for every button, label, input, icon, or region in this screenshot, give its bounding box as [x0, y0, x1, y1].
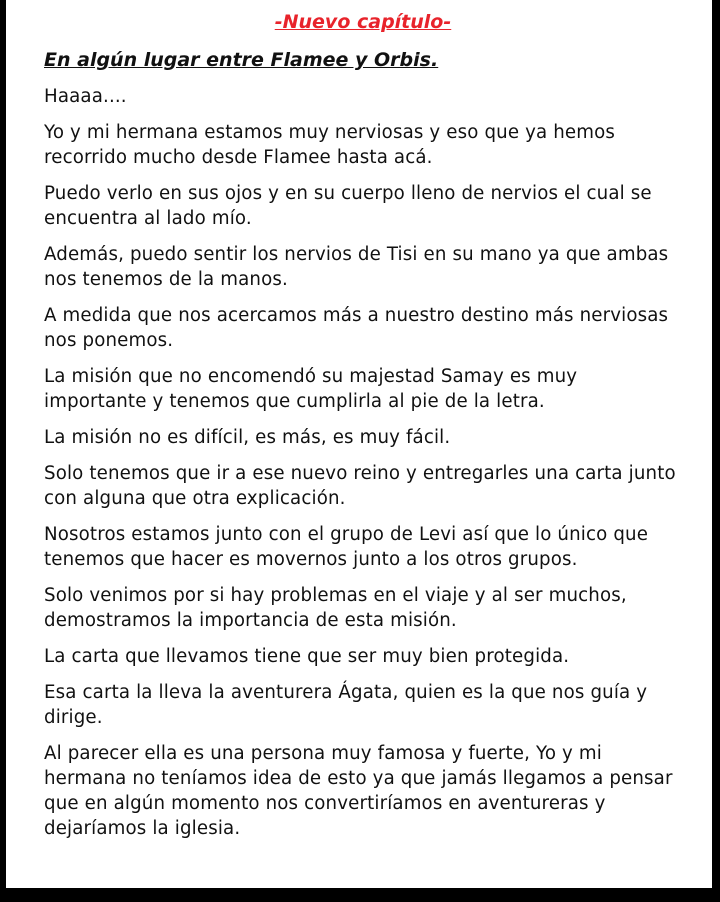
paragraph: Además, puedo sentir los nervios de Tisi en su mano ya que ambas nos tenemos de la manos. [44, 244, 669, 290]
paragraph: Yo y mi hermana estamos muy nerviosas y eso que ya hemos recorrido mucho desde Flamee hasta acá. [44, 122, 616, 168]
chapter-title: -Nuevo capítulo- [274, 11, 452, 33]
story-body [44, 84, 682, 841]
paragraph: Solo tenemos que ir a ese nuevo reino y entregarles una carta junto con alguna que otra explicación. [44, 463, 676, 509]
paragraph: Nosotros estamos junto con el grupo de Levi así que lo único que tenemos que hacer es movernos junto a los otros grupos. [44, 524, 649, 570]
paragraph: A medida que nos acercamos más a nuestro destino más nerviosas nos ponemos. [44, 305, 669, 351]
paragraph: Esa carta la lleva la aventurera Ágata, quien es la que nos guía y dirige. [44, 682, 648, 728]
paragraph: Al parecer ella es una persona muy famosa y fuerte, Yo y mi hermana no teníamos idea de esto ya que jamás llegamos a pensar que en algún momento nos convertiríamos en aventureras y dejaríamos la iglesia. [44, 743, 673, 839]
paragraph: La carta que llevamos tiene que ser muy bien protegida. [44, 646, 570, 667]
document-page [6, 0, 712, 888]
paragraph: La misión que no encomendó su majestad Samay es muy importante y tenemos que cumplirla al pie de la letra. [44, 366, 578, 412]
paragraph: Solo venimos por si hay problemas en el viaje y al ser muchos, demostramos la importancia de esta misión. [44, 585, 627, 631]
paragraph: La misión no es difícil, es más, es muy fácil. [44, 427, 451, 448]
location-heading: En algún lugar entre Flamee y Orbis. [44, 49, 439, 71]
paragraph: Haaaa.... [44, 86, 127, 107]
paragraph: Puedo verlo en sus ojos y en su cuerpo lleno de nervios el cual se encuentra al lado mío. [44, 183, 652, 229]
